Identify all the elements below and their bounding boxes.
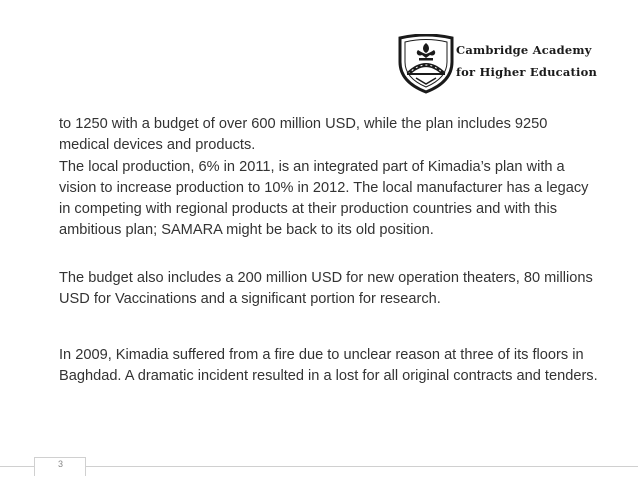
- footer-divider: [0, 466, 638, 467]
- academy-logo: [397, 34, 598, 94]
- paragraph-budget-allocations: The budget also includes a 200 million USD for new operation theaters, 80 millions USD for Vaccinations and a significant portion for research.: [59, 270, 593, 307]
- shield-crest-icon: [397, 34, 455, 94]
- page-number: 3: [58, 459, 64, 469]
- paragraph-local-production: The local production, 6% in 2011, is an integrated part of Kimadia’s plan with a vision to increase production to 10% in 2012. The local manufacturer has a legacy in competing with regional products at their production countries and with this ambitious plan; SAMARA might be back to its old position.: [59, 159, 589, 238]
- logo-title-line2: for Higher Education: [456, 65, 598, 79]
- logo-title-line1: Cambridge Academy: [456, 43, 592, 57]
- paragraph-budget-devices: to 1250 with a budget of over 600 million USD, while the plan includes 9250 medical devices and products.: [59, 116, 548, 153]
- paragraph-fire-incident: In 2009, Kimadia suffered from a fire due to unclear reason at three of its floors in Baghdad. A dramatic incident resulted in a lost for all original contracts and tenders.: [59, 347, 598, 384]
